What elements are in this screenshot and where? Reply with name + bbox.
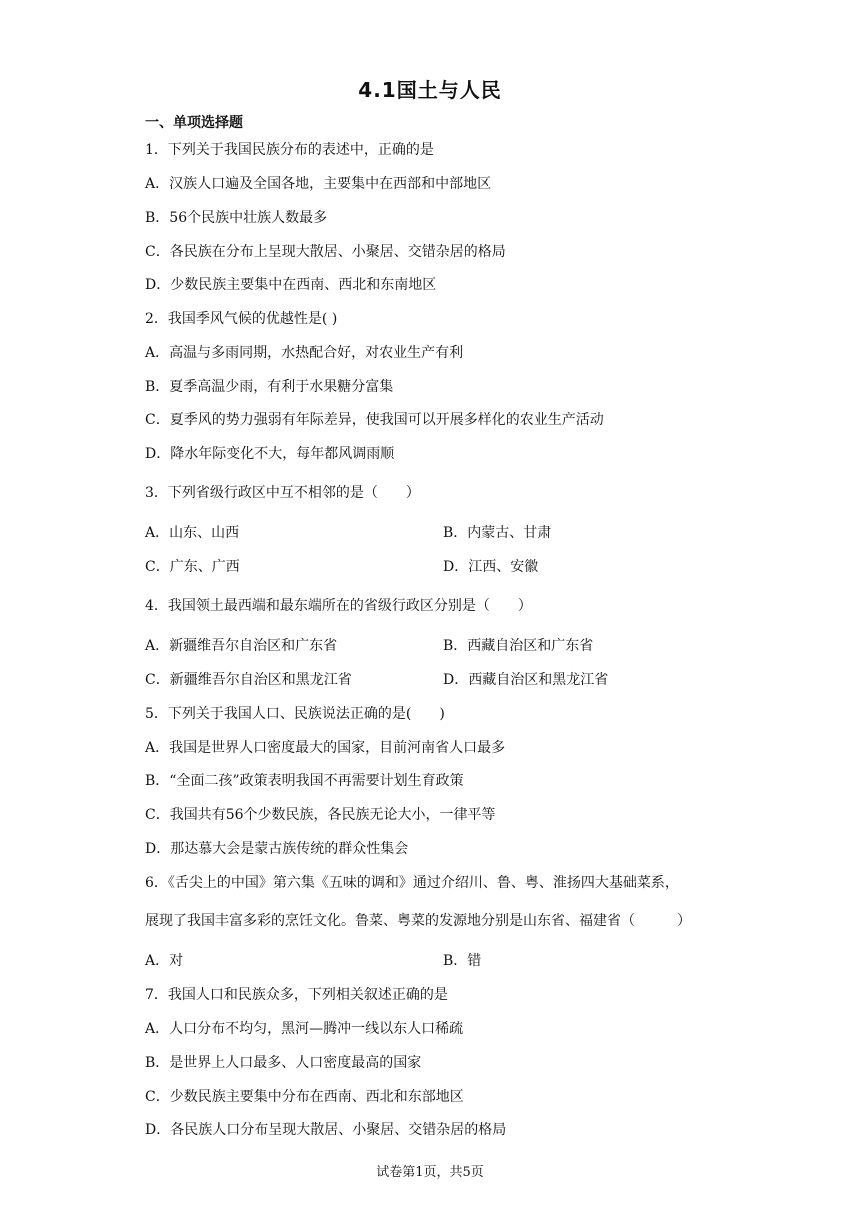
question-2-option-a: A．高温与多雨同期，水热配合好，对农业生产有利 [145, 345, 464, 361]
question-3-option-d: D．江西、安徽 [443, 559, 539, 575]
question-1-option-d: D．少数民族主要集中在西南、西北和东南地区 [145, 277, 437, 293]
question-4-option-b: B．西藏自治区和广东省 [443, 638, 594, 654]
question-7-stem: 7．我国人口和民族众多，下列相关叙述正确的是 [145, 987, 448, 1003]
question-5-option-d: D．那达慕大会是蒙古族传统的群众性集会 [145, 841, 409, 857]
question-6-option-b: B．错 [443, 953, 482, 969]
question-6-stem-line-1: 6．《舌尖上的中国》第六集《五味的调和》通过介绍川、鲁、粤、淮扬四大基础菜系， [145, 875, 679, 891]
question-2-option-d: D．降水年际变化不大，每年都风调雨顺 [145, 446, 395, 462]
question-4-stem: 4．我国领土最西端和最东端所在的省级行政区分别是（ ） [145, 598, 532, 614]
question-1-option-a: A．汉族人口遍及全国各地，主要集中在西部和中部地区 [145, 176, 492, 192]
question-2-option-b: B．夏季高温少雨，有利于水果糖分富集 [145, 379, 394, 395]
question-7-option-d: D．各民族人口分布呈现大散居、小聚居、交错杂居的格局 [145, 1122, 507, 1138]
question-3-option-b: B．内蒙古、甘肃 [443, 525, 552, 541]
page-title: 4.1国土与人民 [358, 78, 502, 102]
question-1-option-c: C．各民族在分布上呈现大散居、小聚居、交错杂居的格局 [145, 244, 506, 260]
section-heading: 一、单项选择题 [145, 115, 243, 131]
question-4-option-c: C．新疆维吾尔自治区和黑龙江省 [145, 672, 352, 688]
page-footer: 试卷第1页，共5页 [376, 1165, 484, 1180]
question-4-option-a: A．新疆维吾尔自治区和广东省 [145, 638, 338, 654]
question-1-option-b: B．56个民族中壮族人数最多 [145, 210, 328, 226]
question-3-stem: 3．下列省级行政区中互不相邻的是（ ） [145, 485, 420, 501]
question-5-option-b: B．“全面二孩”政策表明我国不再需要计划生育政策 [145, 773, 464, 789]
question-3-option-c: C．广东、广西 [145, 559, 240, 575]
question-5-stem: 5．下列关于我国人口、民族说法正确的是( ) [145, 706, 445, 722]
question-7-option-a: A．人口分布不均匀，黑河—腾冲一线以东人口稀疏 [145, 1021, 464, 1037]
question-4-option-d: D．西藏自治区和黑龙江省 [443, 672, 609, 688]
question-2-option-c: C．夏季风的势力强弱有年际差异，使我国可以开展多样化的农业生产活动 [145, 412, 604, 428]
question-7-option-c: C．少数民族主要集中分布在西南、西北和东部地区 [145, 1089, 464, 1105]
question-7-option-b: B．是世界上人口最多、人口密度最高的国家 [145, 1055, 422, 1071]
question-3-option-a: A．山东、山西 [145, 525, 240, 541]
question-1-stem: 1．下列关于我国民族分布的表述中，正确的是 [145, 142, 434, 158]
question-5-option-a: A．我国是世界人口密度最大的国家，目前河南省人口最多 [145, 740, 506, 756]
question-6-stem-line-2: 展现了我国丰富多彩的烹饪文化。鲁菜、粤菜的发源地分别是山东省、福建省（ ） [145, 913, 691, 929]
question-6-option-a: A．对 [145, 953, 184, 969]
question-2-stem: 2．我国季风气候的优越性是( ) [145, 311, 338, 327]
question-5-option-c: C．我国共有56个少数民族，各民族无论大小，一律平等 [145, 807, 496, 823]
